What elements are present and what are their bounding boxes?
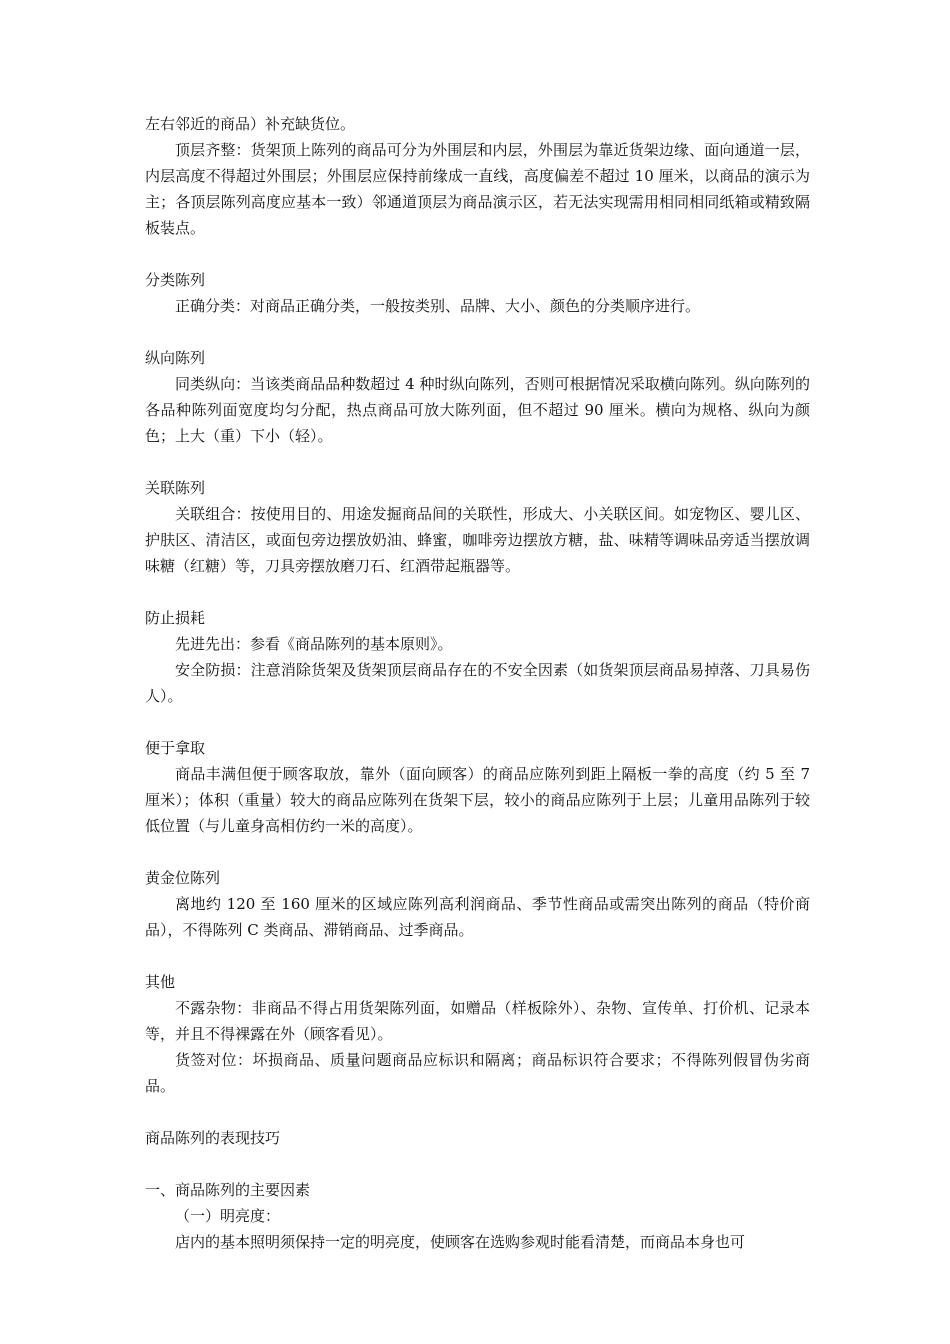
paragraph: 先进先出：参看《商品陈列的基本原则》。 (175, 635, 453, 653)
paragraph-gap (145, 839, 810, 865)
paragraph: 货签对位：坏损商品、质量问题商品应标识和隔离；商品标识符合要求；不得陈列假冒伪劣商品。 (145, 1051, 810, 1095)
paragraph: （一）明亮度： (175, 1207, 281, 1225)
paragraph-gap (145, 319, 810, 345)
section-heading: 黄金位陈列 (145, 869, 221, 887)
document-page (145, 111, 810, 1255)
section-heading: 防止损耗 (145, 609, 206, 627)
paragraph: 不露杂物：非商品不得占用货架陈列面，如赠品（样板除外）、杂物、宣传单、打价机、记录本等，并且不得裸露在外（顾客看见）。 (145, 999, 810, 1043)
paragraph: 店内的基本照明须保持一定的明亮度，使顾客在选购参观时能看清楚，而商品本身也可 (175, 1233, 746, 1251)
section-heading: 分类陈列 (145, 271, 206, 289)
paragraph-gap (145, 1151, 810, 1177)
section-heading: 一、商品陈列的主要因素 (145, 1181, 311, 1199)
paragraph: 同类纵向：当该类商品品种数超过 4 种时纵向陈列，否则可根据情况采取横向陈列。纵向陈列的各品种陈列面宽度均匀分配，热点商品可放大陈列面，但不超过 90 厘米。横向为规格、纵向为颜色；上大（重）下小（轻）。 (145, 375, 810, 445)
paragraph-gap (145, 241, 810, 267)
section-heading: 关联陈列 (145, 479, 206, 497)
paragraph-gap (145, 579, 810, 605)
paragraph: 正确分类：对商品正确分类，一般按类别、品牌、大小、颜色的分类顺序进行。 (175, 297, 701, 315)
section-heading: 商品陈列的表现技巧 (145, 1129, 281, 1147)
paragraph: 左右邻近的商品）补充缺货位。 (145, 115, 356, 133)
paragraph: 安全防损：注意消除货架及货架顶层商品存在的不安全因素（如货架顶层商品易掉落、刀具易伤人）。 (145, 661, 810, 705)
paragraph: 顶层齐整：货架顶上陈列的商品可分为外围层和内层，外围层为靠近货架边缘、面向通道一层，内层高度不得超过外围层；外围层应保持前缘成一直线，高度偏差不超过 10 厘米，以商品的演示为主；各顶层陈列高度应基本一致）邻通道顶层为商品演示区，若无法实现需用相同相同纸箱或精致隔板装点。 (145, 141, 810, 237)
section-heading: 其他 (145, 973, 176, 991)
paragraph-gap (145, 709, 810, 735)
paragraph: 商品丰满但便于顾客取放，靠外（面向顾客）的商品应陈列到距上隔板一拳的高度（约 5 至 7 厘米）；体积（重量）较大的商品应陈列在货架下层，较小的商品应陈列于上层；儿童用品陈列于较低位置（与儿童身高相仿约一米的高度）。 (145, 765, 810, 835)
paragraph-gap (145, 449, 810, 475)
section-heading: 纵向陈列 (145, 349, 206, 367)
paragraph: 关联组合：按使用目的、用途发掘商品间的关联性，形成大、小关联区间。如宠物区、婴儿区、护肤区、清洁区，或面包旁边摆放奶油、蜂蜜，咖啡旁边摆放方糖，盐、味精等调味品旁适当摆放调味糖（红糖）等，刀具旁摆放磨刀石、红酒带起瓶器等。 (145, 505, 810, 575)
section-heading: 便于拿取 (145, 739, 206, 757)
paragraph: 离地约 120 至 160 厘米的区域应陈列高利润商品、季节性商品或需突出陈列的商品（特价商品），不得陈列 C 类商品、滞销商品、过季商品。 (145, 895, 810, 939)
paragraph-gap (145, 943, 810, 969)
paragraph-gap (145, 1099, 810, 1125)
